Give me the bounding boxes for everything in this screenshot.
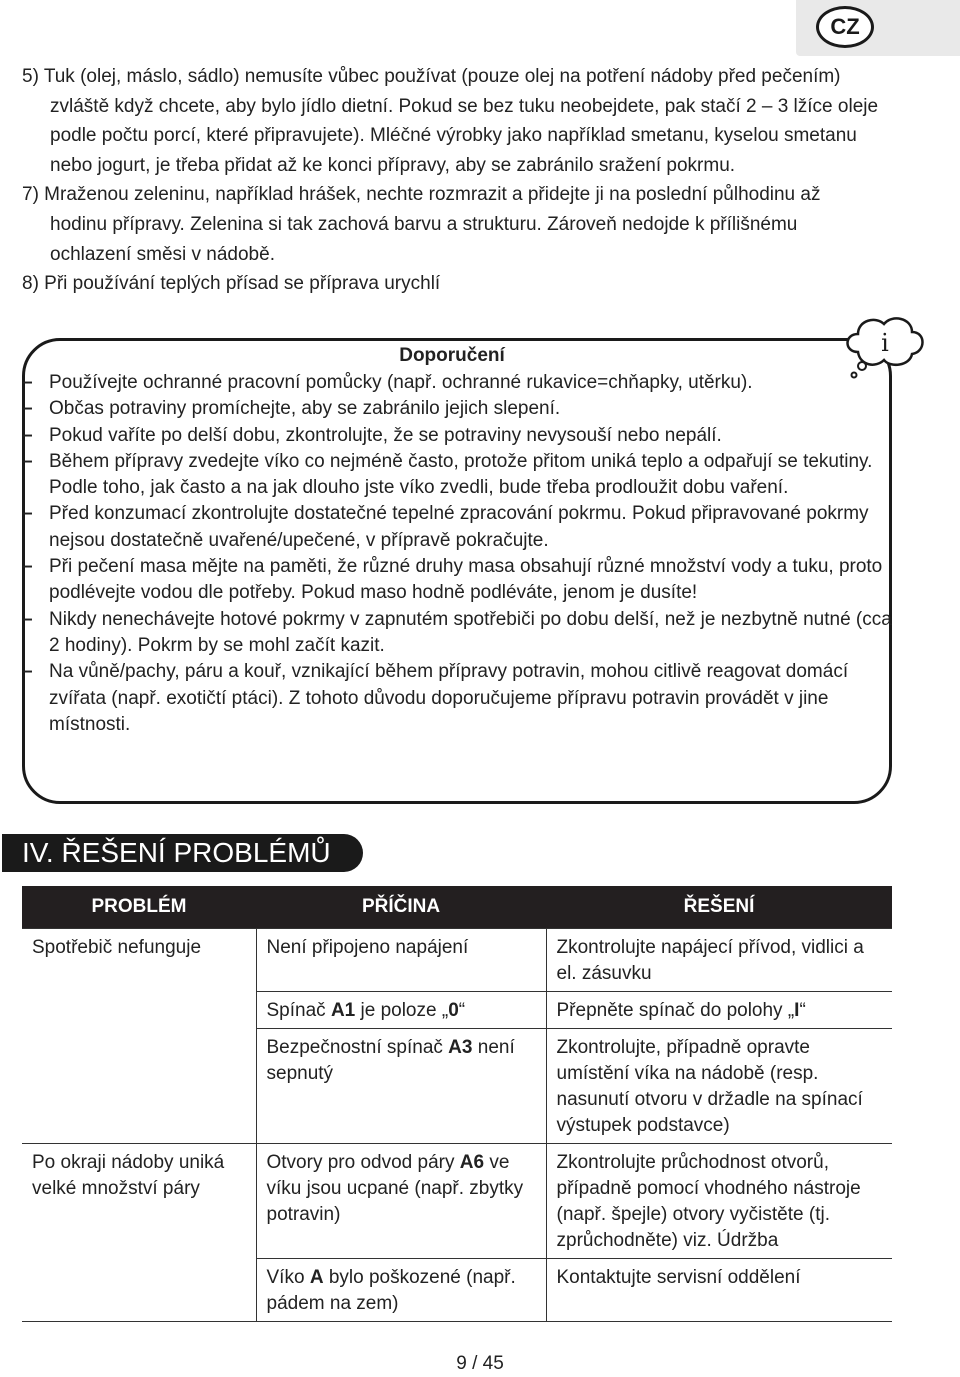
dash-bullet: – (22, 398, 33, 420)
part-label: A (309, 1267, 324, 1288)
cell-text: Kontaktujte servisní oddělení (556, 1267, 801, 1288)
cell-text: Přepněte spínač do polohy „ (556, 1000, 795, 1021)
recommendation-item (22, 607, 892, 660)
section-heading: IV. ŘEŠENÍ PROBLÉMŮ (2, 834, 363, 872)
cell-text: Víko (266, 1267, 310, 1288)
cell-text: Není připojeno napájení (266, 937, 469, 958)
dash-bullet: – (22, 608, 33, 630)
cell-text: Zkontrolujte, případně opravte umístění víka na nádobě (resp. nasunutí otvoru v držadle na spínací výstupek podstavce) (556, 1037, 863, 1136)
cell-text: “ (799, 1000, 806, 1021)
recommendation-text: Pokud vaříte po delší dobu, zkontrolujte, že se potraviny nevysouší nebo nepálí. (49, 424, 722, 446)
recommendation-text: Občas potraviny promíchejte, aby se zabránilo jejich slepení. (49, 398, 561, 420)
part-label: A1 (330, 1000, 356, 1021)
recommendation-text: Nikdy nenechávejte hotové pokrmy v zapnutém spotřebiči po dobu delší, než je nezbytně nutné (cca 2 hodiny). Pokrm by se mohl začít kazit. (49, 608, 892, 656)
dash-bullet: – (22, 372, 33, 393)
problem-cell: Po okraji nádoby uniká velké množství páry (22, 1144, 256, 1322)
dash-bullet: – (22, 424, 33, 446)
recommendation-list (22, 370, 892, 738)
cell-text: Zkontrolujte napájecí přívod, vidlici a el. zásuvku (556, 937, 864, 984)
part-label: A6 (459, 1152, 485, 1173)
table-header-row (22, 886, 892, 929)
cell-text: je poloze „ (355, 1000, 449, 1021)
cell-text: ve víku jsou ucpané (např. zbytky potravin) (266, 1152, 524, 1225)
recommendation-text: Během přípravy zvedejte víko co nejméně často, protože přitom uniká teplo a odpařují se tekutiny. Podle toho, jak často a na jak dlouho jste víko zvedli, bude třeba prodloužit dobu vaření. (49, 450, 873, 499)
cell-text: není sepnutý (266, 1037, 515, 1084)
solution-cell (546, 1029, 892, 1144)
cell-text: bylo poškozené (např. pádem na zem) (266, 1267, 516, 1314)
recommendation-text: Při pečení masa mějte na paměti, že různé druhy masa obsahují různé množství vody a tuku, proto podlévejte vodou dle potřeby. Pokud maso hodně podléváte, jenom je dusíte! (49, 556, 883, 604)
recommendation-item (22, 396, 892, 422)
table-body (22, 929, 892, 1322)
recommendation-item (22, 554, 892, 607)
recommendation-item (22, 423, 892, 449)
cause-cell (256, 1144, 546, 1259)
recommendation-text: Na vůně/pachy, páru a kouř, vznikající během přípravy potravin, mohou citlivě reagovat domácí zvířata (např. exotičtí ptáci). Z tohoto důvodu doporučujeme přípravu potravin provádět v jine místnosti. (49, 661, 849, 735)
note-item: 7) Mraženou zeleninu, například hrášek, nechte rozmrazit a přidejte ji na poslední půlhodinu až hodinu přípravy. Zelenina si tak zachová barvu a strukturu. Zároveň nedojde k přílišnému ochlazení směsi v nádobě. (22, 184, 821, 265)
dash-bullet: – (22, 556, 33, 578)
solution-cell (546, 1144, 892, 1259)
header-cause: PŘÍČINA (256, 886, 546, 929)
recommendation-item (22, 370, 892, 396)
recommendation-text: Používejte ochranné pracovní pomůcky (např. ochranné rukavice=chňapky, utěrku). (49, 372, 753, 393)
part-label: A3 (448, 1037, 473, 1058)
table-row (22, 1144, 892, 1259)
part-label: 0 (448, 1000, 459, 1021)
cell-text: “ (458, 1000, 466, 1021)
cause-cell (256, 992, 546, 1029)
recommendation-text: Před konzumací zkontrolujte dostatečné tepelné zpracování pokrmu. Pokud připravované pokrmy nejsou dostatečně uvařené/upečené, v přípravě pokračujte. (49, 503, 869, 551)
part-label: I (794, 1000, 800, 1021)
note-item: 8) Při používání teplých přísad se příprava urychlí (22, 273, 441, 295)
cause-cell (256, 1259, 546, 1322)
notes-list (22, 62, 882, 299)
table-row (22, 929, 892, 992)
dash-bullet: – (22, 503, 33, 525)
info-letter: i (881, 329, 889, 357)
dash-bullet: – (22, 450, 33, 472)
page-number: 9 / 45 (456, 1353, 504, 1374)
solution-cell (546, 1259, 892, 1322)
dash-bullet: – (22, 661, 33, 683)
note-item: 5) Tuk (olej, máslo, sádlo) nemusíte vůbec používat (pouze olej na potření nádoby před pečením) zvláště když chcete, aby bylo jídlo dietní. Pokud se bez tuku neobejdete, pak stačí 2 – 3 lžíce oleje podle počtu porcí, které připravujete). Mléčné výrobky jako například smetanu, kyselou smetanu nebo jogurt, je třeba přidat až ke konci přípravy, aby se zabránilo sražení pokrmu. (22, 66, 879, 176)
cell-text: Otvory pro odvod páry (266, 1152, 460, 1173)
solution-cell (546, 992, 892, 1029)
cell-text: Bezpečnostní spínač (266, 1037, 449, 1058)
cause-cell (256, 1029, 546, 1144)
troubleshooting-table (22, 886, 892, 1322)
solution-cell (546, 929, 892, 992)
problem-cell: Spotřebič nefunguje (22, 929, 256, 1144)
header-solution: ŘEŠENÍ (546, 886, 892, 929)
recommendation-item (22, 659, 892, 738)
cell-text: Spínač (266, 1000, 331, 1021)
language-badge: CZ (816, 6, 874, 48)
header-problem: PROBLÉM (22, 886, 256, 929)
recommendation-item (22, 449, 892, 502)
cause-cell (256, 929, 546, 992)
cell-text: Zkontrolujte průchodnost otvorů, případně pomocí vhodného nástroje (např. špejle) otvory vyčistěte (tj. zprůchodněte) viz. Údržba (556, 1152, 861, 1251)
recommendation-item (22, 501, 892, 554)
recommendation-title: Doporučení (399, 345, 505, 366)
